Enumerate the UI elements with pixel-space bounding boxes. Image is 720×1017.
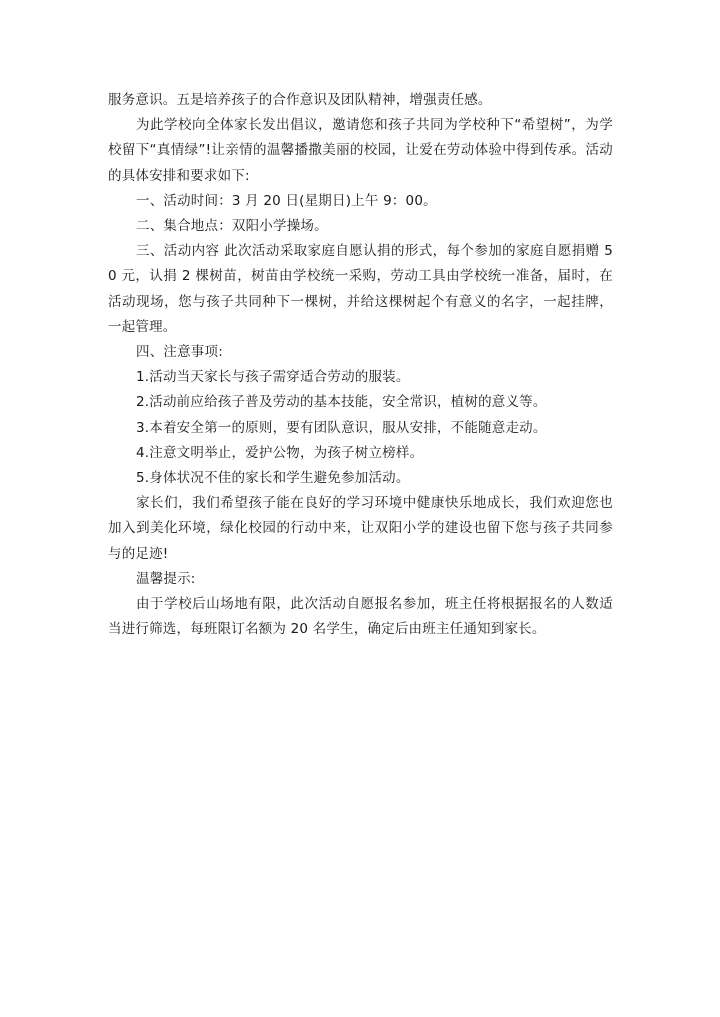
- paragraph-note-4: 4.注意文明举止，爱护公物，为孩子树立榜样。: [136, 444, 424, 461]
- paragraph-proposal: 为此学校向全体家长发出倡议，邀请您和孩子共同为学校种下“希望树”，为学校留下“真情绿”!让亲情的温馨播撒美丽的校园，让爱在劳动体验中得到传承。活动的具体安排和要求如下:: [108, 117, 613, 184]
- paragraph-note-5: 5.身体状况不佳的家长和学生避免参加活动。: [136, 470, 410, 487]
- paragraph-activity-content: 三、活动内容 此次活动采取家庭自愿认捐的形式，每个参加的家庭自愿捐赠 50 元，认捐 2 棵树苗，树苗由学校统一采购，劳动工具由学校统一准备，届时，在活动现场，您与孩子共同种下一棵树，并给这棵树起个有意义的名字，一起挂牌，一起管理。: [108, 243, 613, 335]
- paragraph-reminder-heading: 温馨提示:: [136, 570, 196, 587]
- paragraph-note-3: 3.本着安全第一的原则，要有团队意识，服从安排，不能随意走动。: [136, 419, 547, 436]
- paragraph-notes-heading: 四、注意事项:: [136, 344, 223, 361]
- paragraph-note-1: 1.活动当天家长与孩子需穿适合劳动的服装。: [136, 369, 410, 386]
- paragraph-activity-time: 一、活动时间：3 月 20 日(星期日)上午 9：00。: [136, 192, 437, 209]
- paragraph-meeting-place: 二、集合地点：双阳小学操场。: [136, 218, 328, 235]
- document-body: [108, 88, 613, 642]
- paragraph-reminder-body: 由于学校后山场地有限，此次活动自愿报名参加，班主任将根据报名的人数适当进行筛选，每班限订名额为 20 名学生，确定后由班主任通知到家长。: [108, 596, 613, 638]
- paragraph-note-2: 2.活动前应给孩子普及劳动的基本技能，安全常识，植树的意义等。: [136, 394, 547, 411]
- paragraph-parents-appeal: 家长们，我们希望孩子能在良好的学习环境中健康快乐地成长，我们欢迎您也加入到美化环境，绿化校园的行动中来，让双阳小学的建设也留下您与孩子共同参与的足迹!: [108, 495, 613, 562]
- paragraph-intro-tail: 服务意识。五是培养孩子的合作意识及团队精神，增强责任感。: [108, 92, 492, 108]
